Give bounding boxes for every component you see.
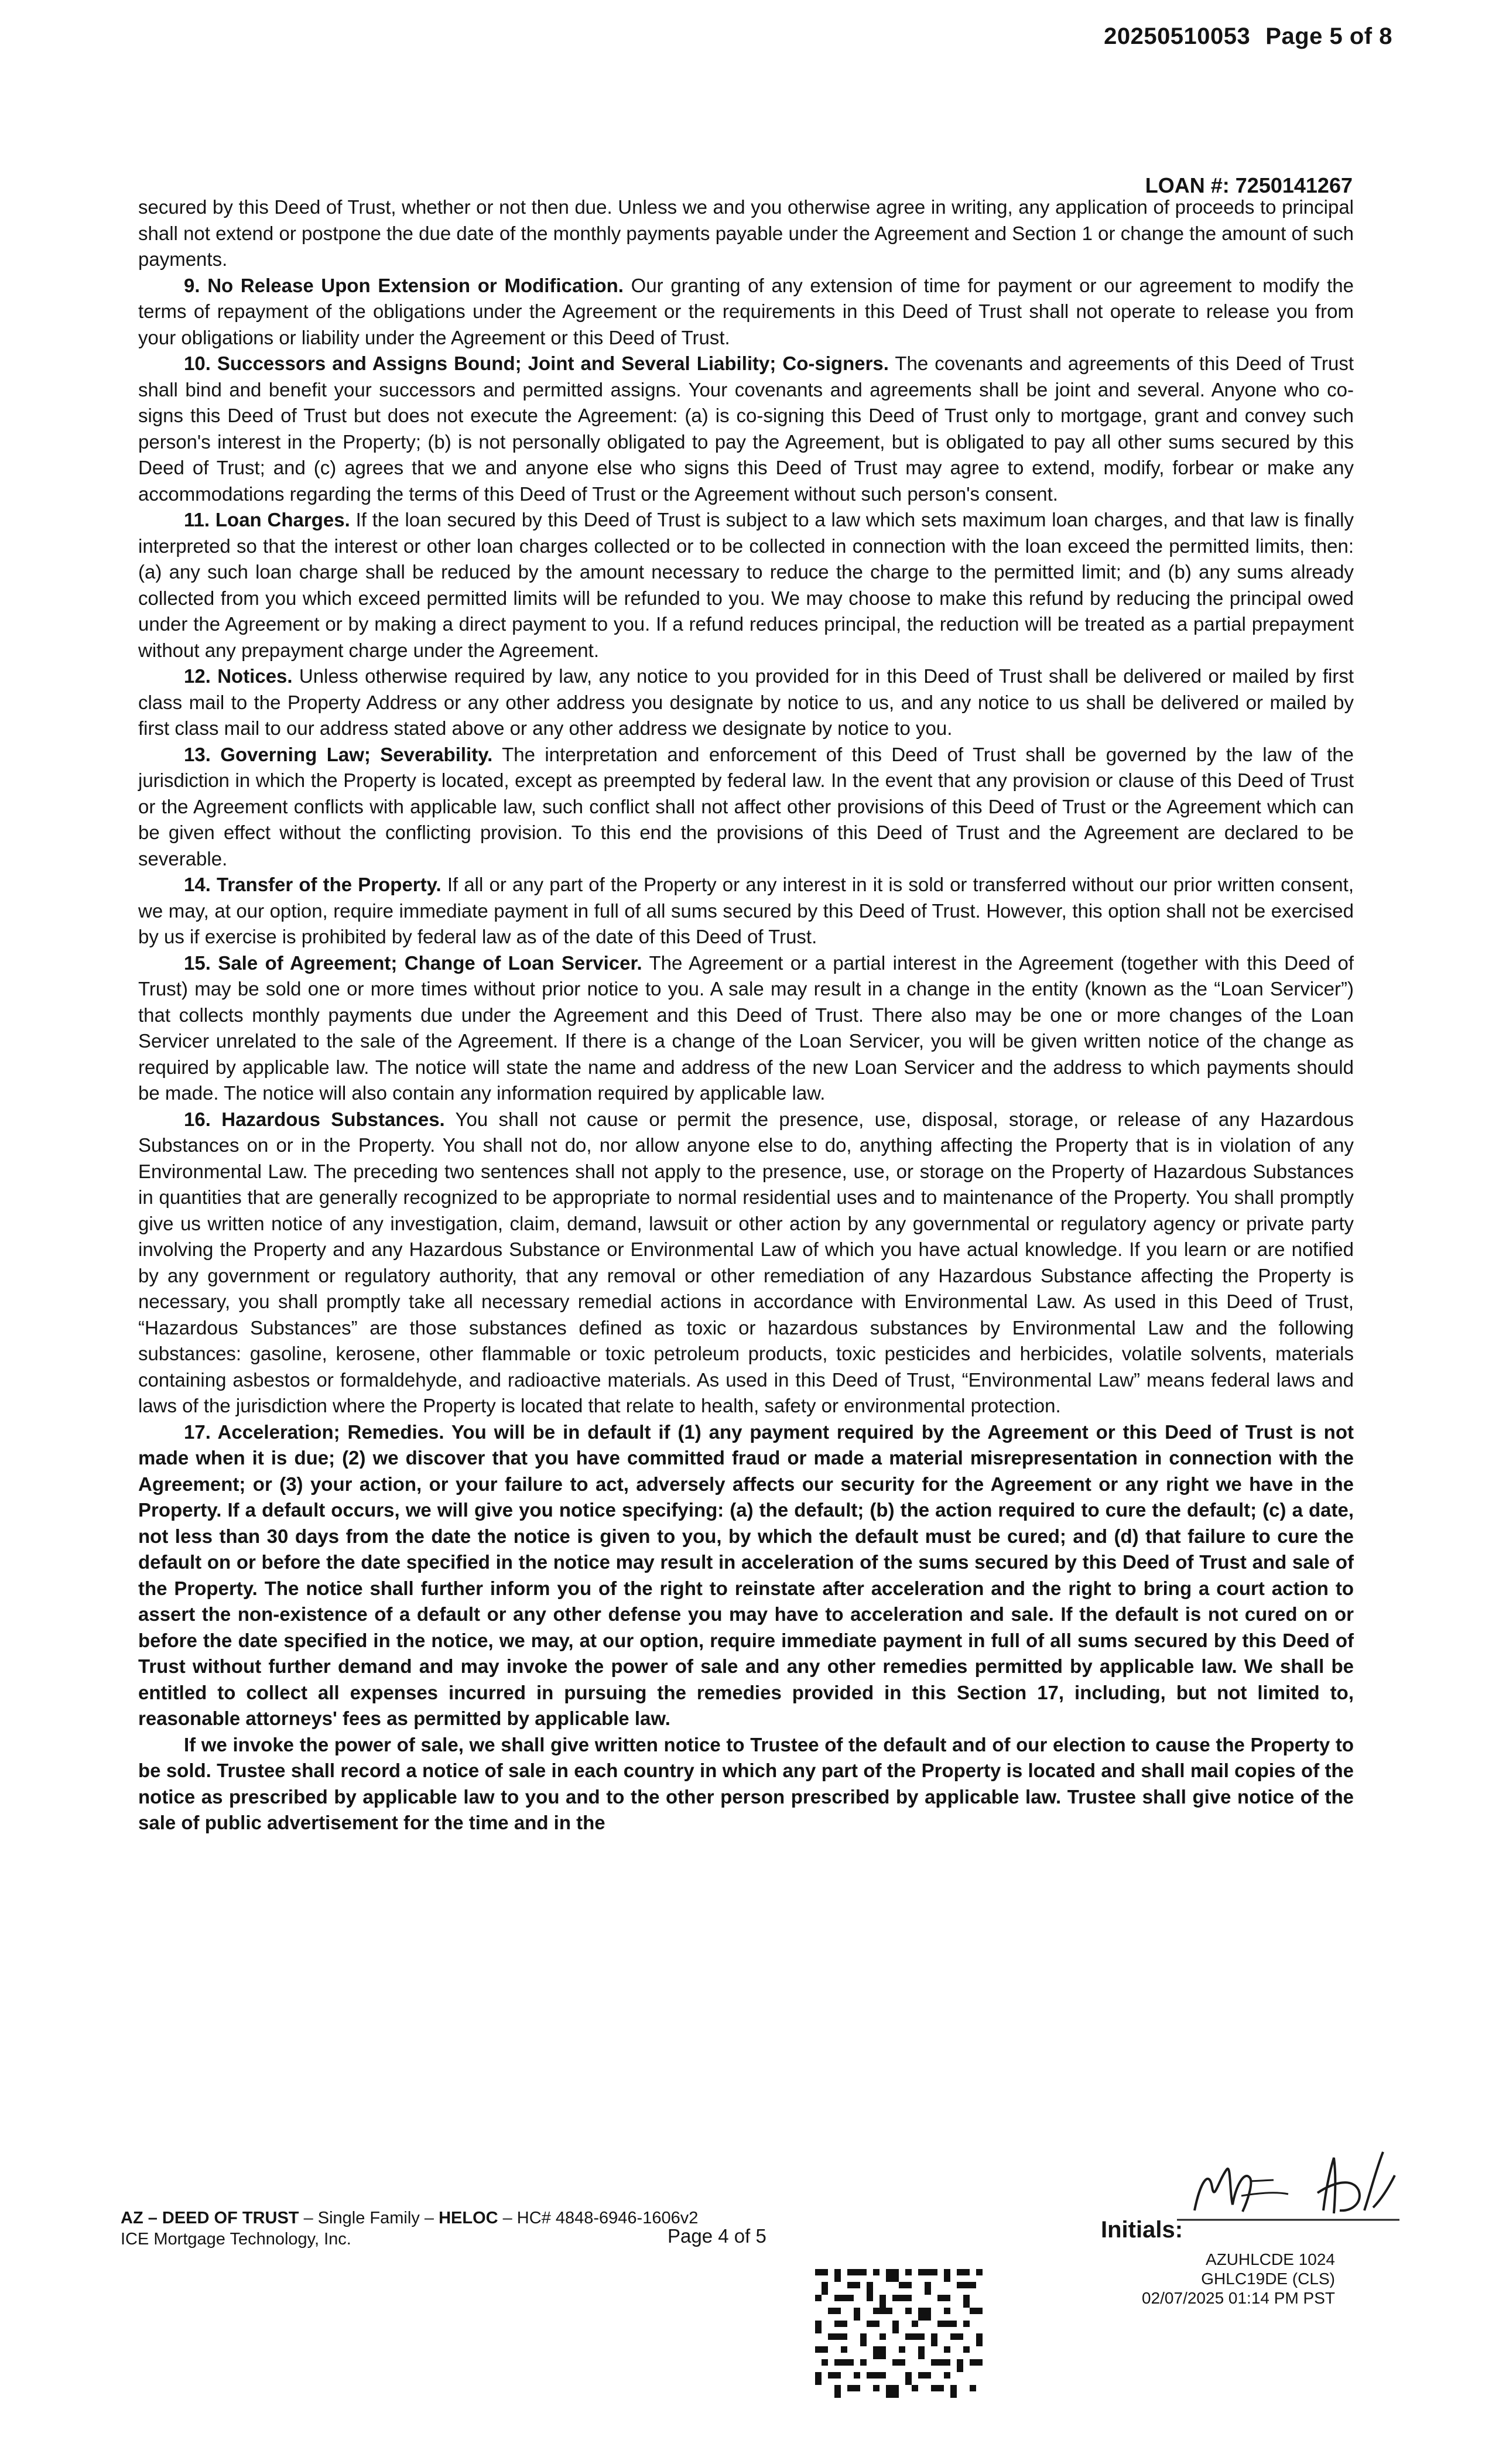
section-text: Unless otherwise required by law, any notice to you provided for in this Deed of Trust shall be delivered or mailed by first class mail to the Property Address or any other address you designate by notice to us, and any notice to us shall be delivered or mailed by first class mail to our address stated above or any other address we designate by notice to you.: [138, 665, 1354, 739]
section-heading: 15. Sale of Agreement; Change of Loan Servicer.: [184, 952, 642, 974]
section-heading: 11. Loan Charges.: [184, 509, 350, 531]
print-timestamp: 02/07/2025 01:14 PM PST: [1142, 2289, 1335, 2307]
section-text: Our granting of any extension of time for payment or our agreement to modify the terms of repayment of the obligations under the Agreement or the requirements in this Deed of Trust shall not operate to release you from your obligations or liability under the Agreement or this Deed of Trust.: [138, 274, 1354, 348]
section-12: [138, 663, 1354, 742]
section-heading: 13. Governing Law; Severability.: [184, 743, 493, 765]
section-heading: 9. No Release Upon Extension or Modification.: [184, 274, 624, 296]
section-text: The interpretation and enforcement of this Deed of Trust shall be governed by the law of the jurisdiction in which the Property is located, except as preempted by federal law. In the event that any provision or clause of this Deed of Trust or the Agreement conflicts with applicable law, such conflict shall not affect other provisions of this Deed of Trust or the Agreement which can be given effect without the conflicting provision. To this end the provisions of this Deed of Trust and the Agreement are declared to be severable.: [138, 743, 1354, 870]
initials-label: Initials:: [1101, 2217, 1183, 2243]
recording-header: [1104, 23, 1392, 50]
form-code-2: GHLC19DE (CLS): [1201, 2270, 1335, 2288]
continuation-paragraph: secured by this Deed of Trust, whether or not then due. Unless we and you otherwise agree in writing, any application of proceeds to principal shall not extend or postpone the due date of the monthly payments payable under the Agreement and Section 1 or change the amount of such payments.: [138, 196, 1354, 270]
section-10: [138, 351, 1354, 507]
recording-page-count: Page 5 of 8: [1265, 23, 1392, 49]
section-heading: 10. Successors and Assigns Bound; Joint and Several Liability; Co-signers.: [184, 353, 889, 374]
section-text: The covenants and agreements of this Deed of Trust shall bind and benefit your successors and permitted assigns. Your covenants and agreements shall be joint and several. Anyone who co-signs this Deed of Trust but does not execute the Agreement: (a) is co-signing this Deed of Trust only to mortgage, grant and convey such person's interest in the Property; (b) is not personally obligated to pay the Agreement, but is obligated to pay all other sums secured by this Deed of Trust; and (c) agrees that we and anyone else who signs this Deed of Trust may agree to extend, modify, forbear or make any accommodations regarding the terms of this Deed of Trust or the Agreement without such person's consent.: [138, 353, 1354, 505]
section-15: [138, 950, 1354, 1107]
recording-number: 20250510053: [1104, 23, 1251, 49]
barcode-image: [815, 2267, 983, 2400]
section-16: [138, 1107, 1354, 1419]
section-9: [138, 273, 1354, 351]
section-heading: 14. Transfer of the Property.: [184, 874, 442, 895]
section-13: [138, 742, 1354, 872]
section-heading: 12. Notices.: [184, 665, 293, 687]
initials-signature: [1177, 2146, 1399, 2246]
deed-body-text: [138, 194, 1354, 1836]
section-14: [138, 872, 1354, 950]
form-company: ICE Mortgage Technology, Inc.: [121, 2230, 351, 2249]
section-text: You shall not cause or permit the presence, use, disposal, storage, or release of any Hazardous Substances on or in the Property. You shall not do, nor allow anyone else to do, anything affecting the Property that is in violation of any Environmental Law. The preceding two sentences shall not apply to the presence, use, or storage on the Property of Hazardous Substances in quantities that are generally recognized to be appropriate to normal residential uses and to maintenance of the Property. You shall promptly give us written notice of any investigation, claim, demand, lawsuit or other action by any governmental or regulatory agency or private party involving the Property and any Hazardous Substance or Environmental Law of which you have actual knowledge. If you learn or are notified by any government or regulatory authority, that any removal or other remediation of any Hazardous Substance affecting the Property is necessary, you shall promptly take all necessary remedial actions in accordance with Environmental Law. As used in this Deed of Trust, “Hazardous Substances” are those substances defined as toxic or hazardous substances by Environmental Law and the following substances: gasoline, kerosene, other flammable or toxic petroleum products, toxic pesticides and herbicides, volatile solvents, materials containing asbestos or formaldehyde, and radioactive materials. As used in this Deed of Trust, “Environmental Law” means federal laws and laws of the jurisdiction where the Property is located that relate to health, safety or environmental protection.: [138, 1108, 1354, 1416]
form-codes: [1089, 2250, 1335, 2308]
section-11: [138, 507, 1354, 663]
section-17: 17. Acceleration; Remedies. You will be in default if (1) any payment required by the Agreement or this Deed of Trust is not made when it is due; (2) we discover that you have committed fraud or made a material misrepresentation in connection with the Agreement; or (3) your action, or your failure to act, adversely affects our security for the Agreement or any right we have in the Property. If a default occurs, we will give you notice specifying: (a) the default; (b) the action required to cure the default; (c) a date, not less than 30 days from the date the notice is given to you, by which the default must be cured; and (d) that failure to cure the default on or before the date specified in the notice may result in acceleration of the sums secured by this Deed of Trust and sale of the Property. The notice shall further inform you of the right to reinstate after acceleration and the right to bring a court action to assert the non-existence of a default or any other defense you may have to acceleration and sale. If the default is not cured on or before the date specified in the notice, we may, at our option, require immediate payment in full of all sums secured by this Deed of Trust without further demand and may invoke the power of sale and any other remedies permitted by applicable law. We shall be entitled to collect all expenses incurred in pursuing the remedies provided in this Section 17, including, but not limited to, reasonable attorneys' fees as permitted by applicable law.: [138, 1421, 1354, 1729]
form-code-1: AZUHLCDE 1024: [1206, 2250, 1335, 2268]
loan-number: LOAN #: 7250141267: [1145, 173, 1353, 197]
section-text: The Agreement or a partial interest in the Agreement (together with this Deed of Trust) may be sold one or more times without prior notice to you. A sale may result in a change in the entity (known as the “Loan Servicer”) that collects monthly payments due under the Agreement and this Deed of Trust. There also may be one or more changes of the Loan Servicer unrelated to the sale of the Agreement. If there is a change of the Loan Servicer, you will be given written notice of the change as required by applicable law. The notice will state the name and address of the new Loan Servicer and the address to which payments should be made. The notice will also contain any information required by applicable law.: [138, 952, 1354, 1104]
section-heading: 16. Hazardous Substances.: [184, 1108, 445, 1130]
form-identifier: AZ – DEED OF TRUST – Single Family – HELOC – HC# 4848-6946-1606v2 ICE Mortgage Technology, Inc.: [121, 2209, 699, 2249]
form-page-number: Page 4 of 5: [668, 2225, 766, 2247]
section-text: If all or any part of the Property or any interest in it is sold or transferred without our prior written consent, we may, at our option, require immediate payment in full of all sums secured by this Deed of Trust. However, this option shall not be exercised by us if exercise is prohibited by federal law as of the date of this Deed of Trust.: [138, 874, 1354, 947]
section-text: If the loan secured by this Deed of Trust is subject to a law which sets maximum loan charges, and that law is finally interpreted so that the interest or other loan charges collected or to be collected in connection with the loan exceed the permitted limits, then: (a) any such loan charge shall be reduced by the amount necessary to reduce the charge to the permitted limit; and (b) any sums already collected from you which exceed permitted limits will be refunded to you. We may choose to make this refund by reducing the principal owed under the Agreement or by making a direct payment to you. If a refund reduces principal, the reduction will be treated as a partial prepayment without any prepayment charge under the Agreement.: [138, 509, 1354, 661]
power-of-sale-paragraph: If we invoke the power of sale, we shall give written notice to Trustee of the default and of our election to cause the Property to be sold. Trustee shall record a notice of sale in each country in which any part of the Property is located and shall mail copies of the notice as prescribed by applicable law to you and to the other person prescribed by applicable law. Trustee shall give notice of the sale of public advertisement for the time and in the: [138, 1733, 1354, 1833]
